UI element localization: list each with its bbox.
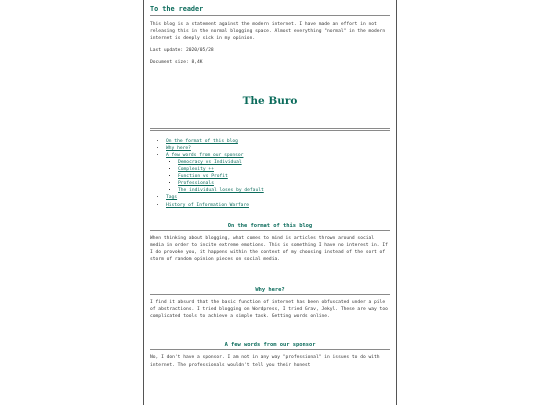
toc-link-history[interactable]: History of Information Warfare — [166, 202, 249, 208]
table-of-contents — [150, 138, 390, 209]
section-body-sponsor: No, I don't have a sponsor. I am not in any way "professional" in issues to do with internet. The professionals wouldn't tell you their honest — [150, 355, 380, 368]
last-update: Last update: 2020/05/28 — [150, 48, 214, 54]
section-body-format: When thinking about blogging, what comes to mind is articles thrown around social media in order to incite extreme emotions. This is something I have no interest in. If I do provoke you, it happens within the context of my choosing instead of the sort of storm of random opinion pieces on social media. — [150, 235, 388, 262]
toc-link-sponsor[interactable]: A few words from our sponsor — [166, 152, 244, 158]
toc-item — [166, 138, 390, 145]
toc-link-tags[interactable]: Tags — [166, 195, 178, 201]
toc-subitem — [178, 180, 390, 187]
toc-subitem — [178, 173, 390, 180]
toc-item — [166, 145, 390, 152]
document-size: Document size: 8,4K — [150, 60, 203, 66]
toc-link-professionals[interactable]: Professionals — [178, 181, 214, 187]
toc-link-democracy[interactable]: Democracy vs Individual — [178, 159, 242, 165]
toc-link-complexity[interactable]: Complexity ++ — [178, 166, 214, 172]
section-body-why-here: I find it absurd that the basic function of internet has been obfuscated under a pile of abstractions. I tried blogging on Wordpress, I tried Grav, Jekyl. These are way too complicated tools to achieve a simple task. Getting words online. — [150, 300, 388, 320]
title-divider — [150, 128, 390, 131]
reader-heading: To the reader — [150, 5, 390, 16]
section-heading-format: On the format of this blog — [150, 223, 390, 231]
toc-sublist — [166, 159, 390, 195]
toc-subitem — [178, 187, 390, 194]
toc-subitem — [178, 166, 390, 173]
toc-link-function-profit[interactable]: Function vs Profit — [178, 174, 228, 180]
toc-link-why-here[interactable]: Why here? — [166, 145, 191, 151]
toc-subitem — [178, 159, 390, 166]
section-heading-sponsor: A few words from our sponsor — [150, 342, 390, 350]
toc-item — [166, 152, 390, 195]
toc-link-individual-loses[interactable]: The individual loses by default — [178, 188, 264, 194]
section-heading-why-here: Why here? — [150, 287, 390, 295]
toc-item — [166, 194, 390, 201]
toc-item — [166, 202, 390, 209]
reader-intro: This blog is a statement against the modern internet. I have made an effort in not releasing this in the normal blogging space. Almost everything "normal" in the modern internet is deeply sick in my opinion. — [150, 22, 386, 42]
blog-page — [143, 0, 397, 405]
page-title: The Buro — [242, 94, 298, 107]
toc-link-format[interactable]: On the format of this blog — [166, 138, 238, 144]
